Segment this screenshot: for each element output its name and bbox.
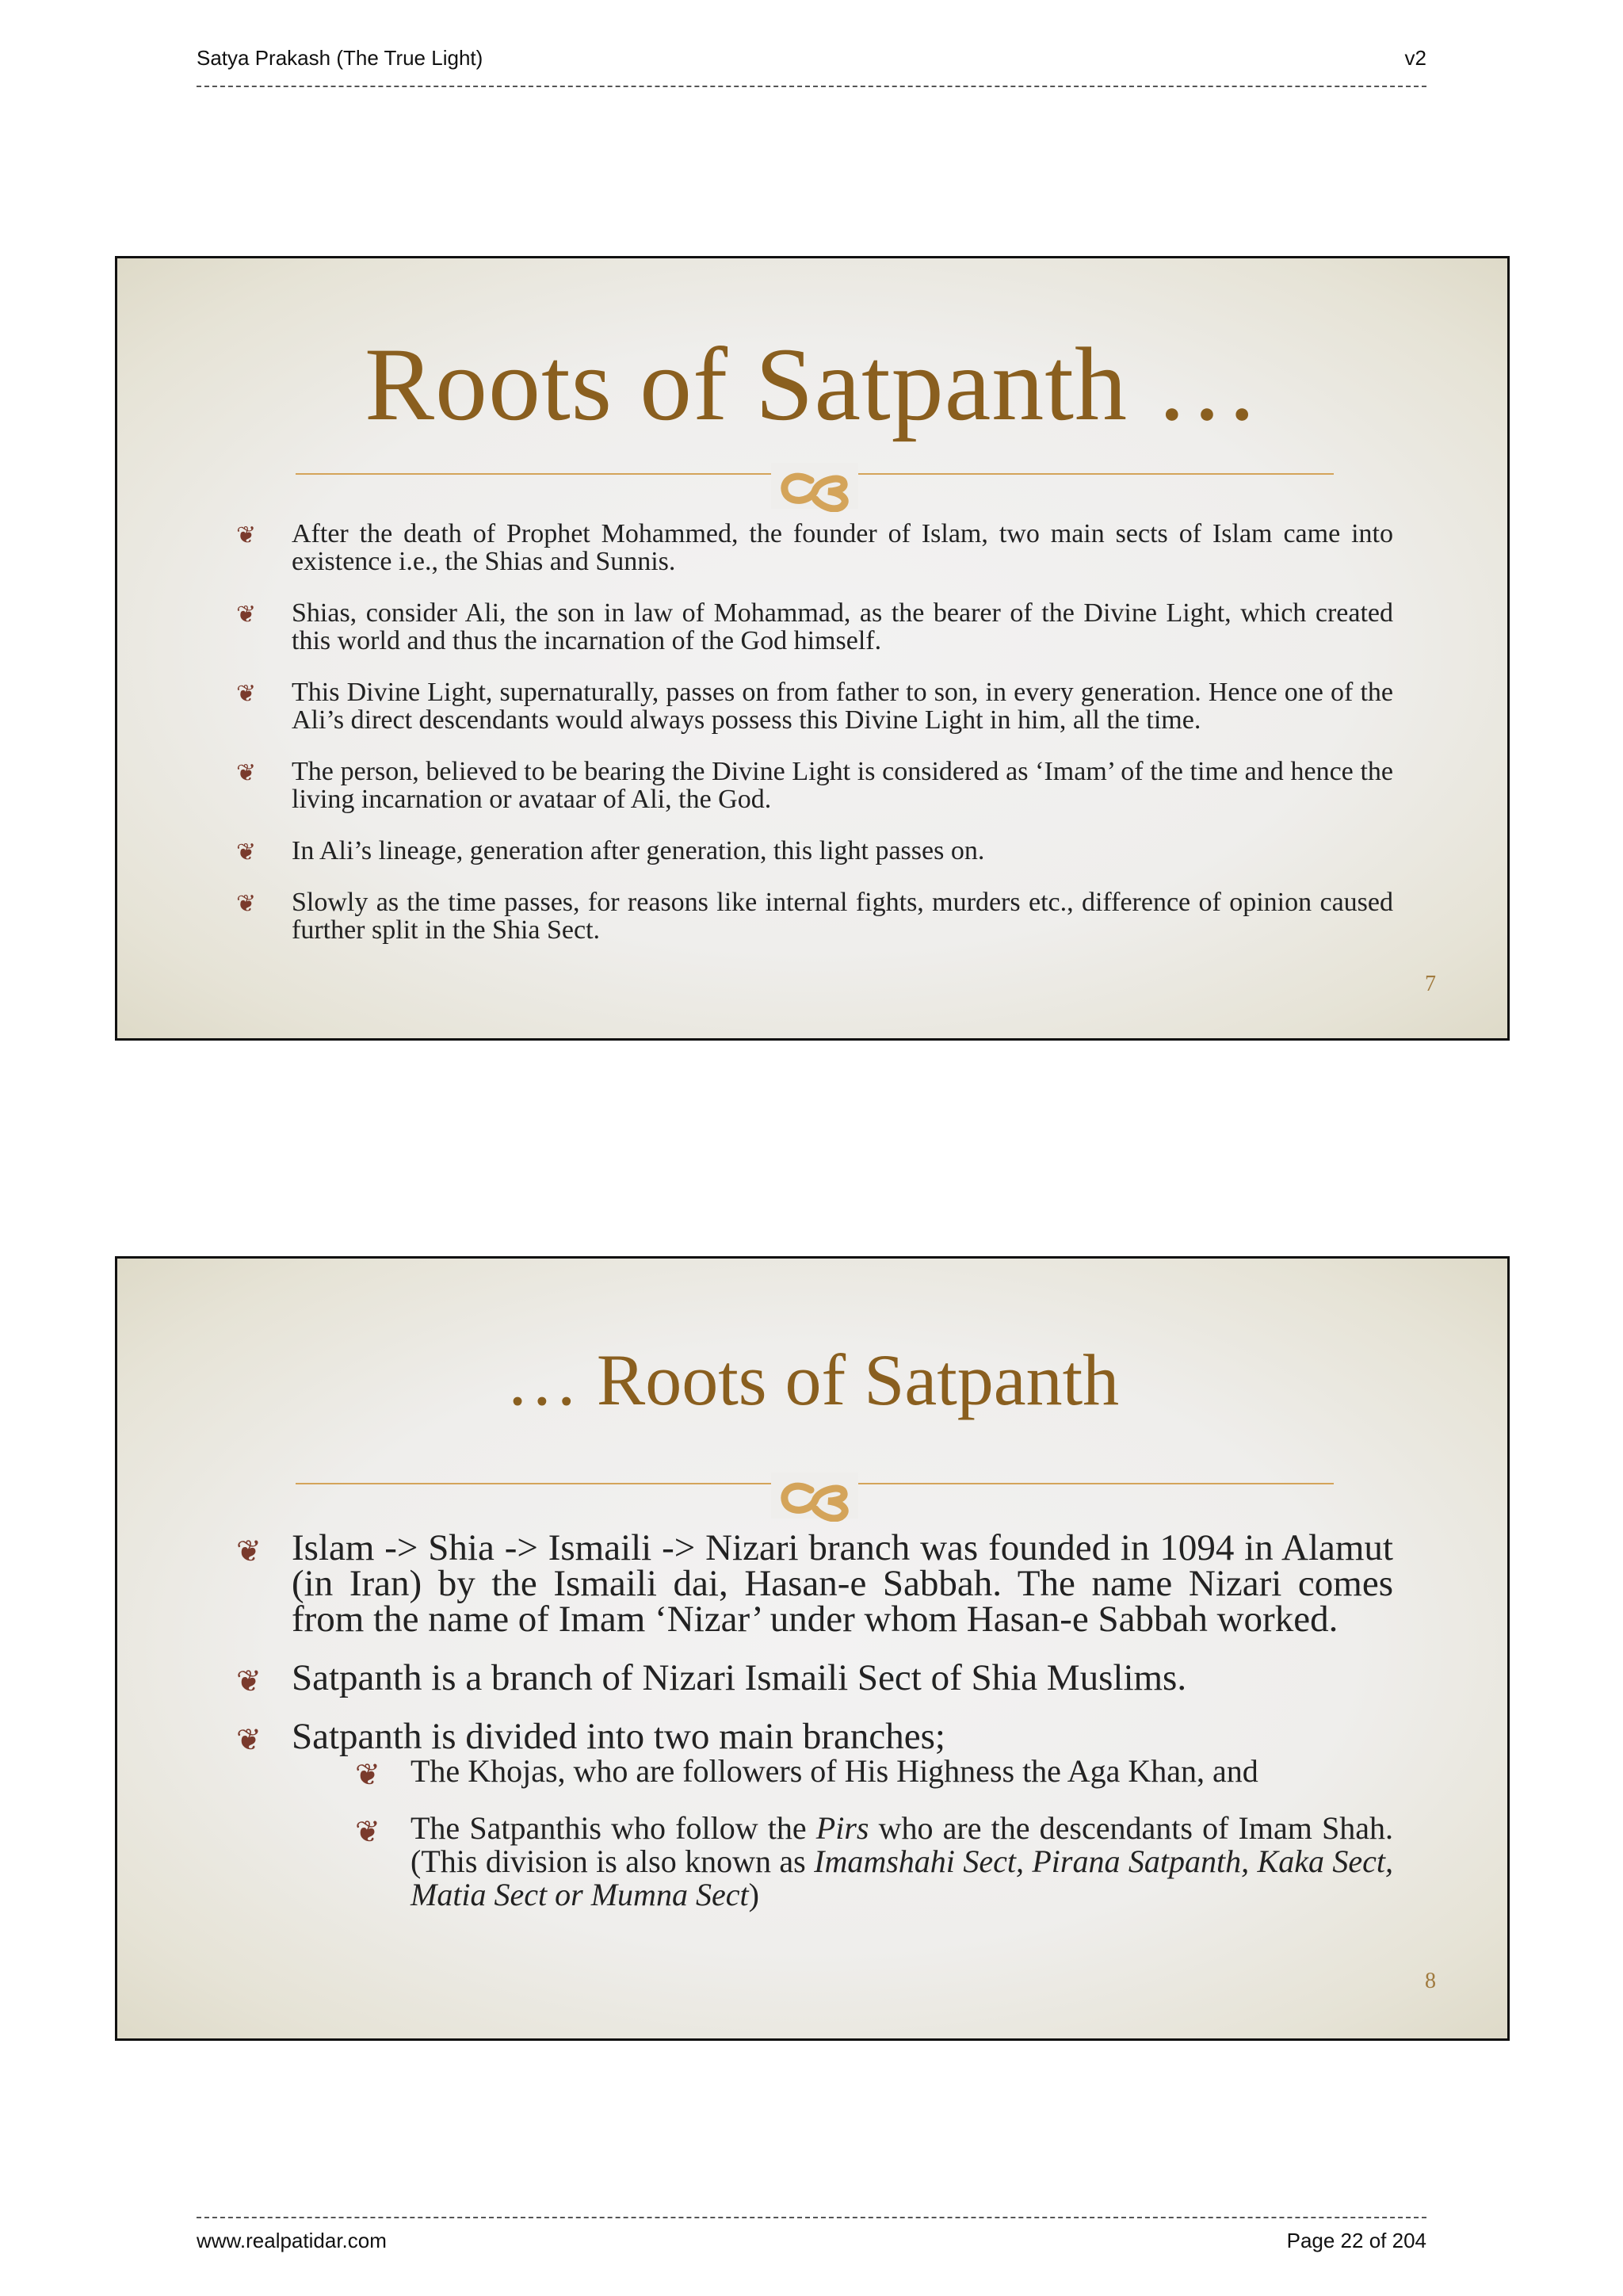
page-number: Page 22 of 204 [1286, 2229, 1426, 2252]
flourish-ornament-icon [296, 1466, 1334, 1522]
slide-7 [115, 256, 1510, 1041]
curl-bullet-icon: ❦ [236, 1722, 262, 1757]
list-item: ❦ After the death of Prophet Mohammed, the founder of Islam, two main sects of Islam came into existence i.e., the Shias and Sunnis. [236, 519, 1393, 576]
list-item: ❦ In Ali’s lineage, generation after generation, this light passes on. [236, 836, 985, 866]
list-item: ❦ Islam -> Shia -> Ismaili -> Nizari branch was founded in 1094 in Alamut (in Iran) by the Ismaili dai, Hasan-e Sabbah. The name Nizari comes from the name of Imam ‘Nizar’ under whom Hasan-e Sabbah worked. [236, 1527, 1393, 1640]
list-item: ❦ Shias, consider Ali, the son in law of Mohammad, as the bearer of the Divine Light, which created this world and thus the incarnation of the God himself. [236, 598, 1393, 655]
header-rule [197, 86, 1426, 87]
slide-number: 8 [1425, 1969, 1436, 1993]
slide-title: Roots of Satpanth … [365, 326, 1260, 442]
page-footer [197, 2229, 1426, 2260]
slide-8 [115, 1256, 1510, 2041]
sub-list-item: ❦ The Satpanthis who follow the Pirs who are the descendants of Imam Shah. (This division is also known as Imamshahi Sect, Pirana Satpanth, Kaka Sect, Matia Sect or Mumna Sect) [355, 1810, 1393, 1912]
footer-rule [197, 2217, 1426, 2218]
list-item: ❦ Slowly as the time passes, for reasons like internal fights, murders etc., difference of opinion caused further split in the Shia Sect. [236, 888, 1393, 945]
curl-bullet-icon: ❦ [236, 1534, 262, 1568]
page-header [197, 46, 1426, 78]
list-item: ❦ Satpanth is a branch of Nizari Ismaili Sect of Shia Muslims. [236, 1657, 1187, 1698]
bullet-list [236, 520, 1393, 968]
slide-title: … Roots of Satpanth [505, 1339, 1120, 1420]
sub-list-item: ❦ The Khojas, who are followers of His Highness the Aga Khan, and [355, 1753, 1258, 1792]
slide-number: 7 [1425, 972, 1436, 996]
document-version: v2 [1404, 46, 1426, 70]
curl-bullet-icon: ❦ [236, 601, 257, 628]
sub-bullet-list [355, 1755, 1393, 1912]
curl-bullet-icon: ❦ [236, 1664, 262, 1698]
curl-bullet-icon: ❦ [355, 1814, 380, 1849]
list-item: ❦ The person, believed to be bearing the Divine Light is considered as ‘Imam’ of the time and hence the living incarnation or avataar of Ali, the God. [236, 757, 1393, 814]
flourish-ornament-icon [296, 457, 1334, 512]
curl-bullet-icon: ❦ [236, 521, 257, 549]
curl-bullet-icon: ❦ [236, 759, 257, 787]
list-item: ❦ This Divine Light, supernaturally, passes on from father to son, in every generation. Hence one of the Ali’s direct descendants would always possess this Divine Light in him, all the time. [236, 678, 1393, 735]
document-title: Satya Prakash (The True Light) [197, 46, 483, 70]
curl-bullet-icon: ❦ [236, 839, 257, 866]
curl-bullet-icon: ❦ [236, 890, 257, 918]
website-url: www.realpatidar.com [197, 2229, 387, 2252]
curl-bullet-icon: ❦ [236, 680, 257, 708]
bullet-list [236, 1527, 1393, 1935]
curl-bullet-icon: ❦ [355, 1757, 380, 1792]
list-item: ❦ Satpanth is divided into two main branches; ❦ The Khojas, who are followers of His Highness the Aga Khan, and ❦ The Satpanthis who follow the Pirs who are the descendants of Imam Shah. (This division is also known as Imamshahi Sect, Pirana Satpanth, Kaka Sect, Matia Sect or Mumna Sect) [236, 1716, 1393, 1912]
